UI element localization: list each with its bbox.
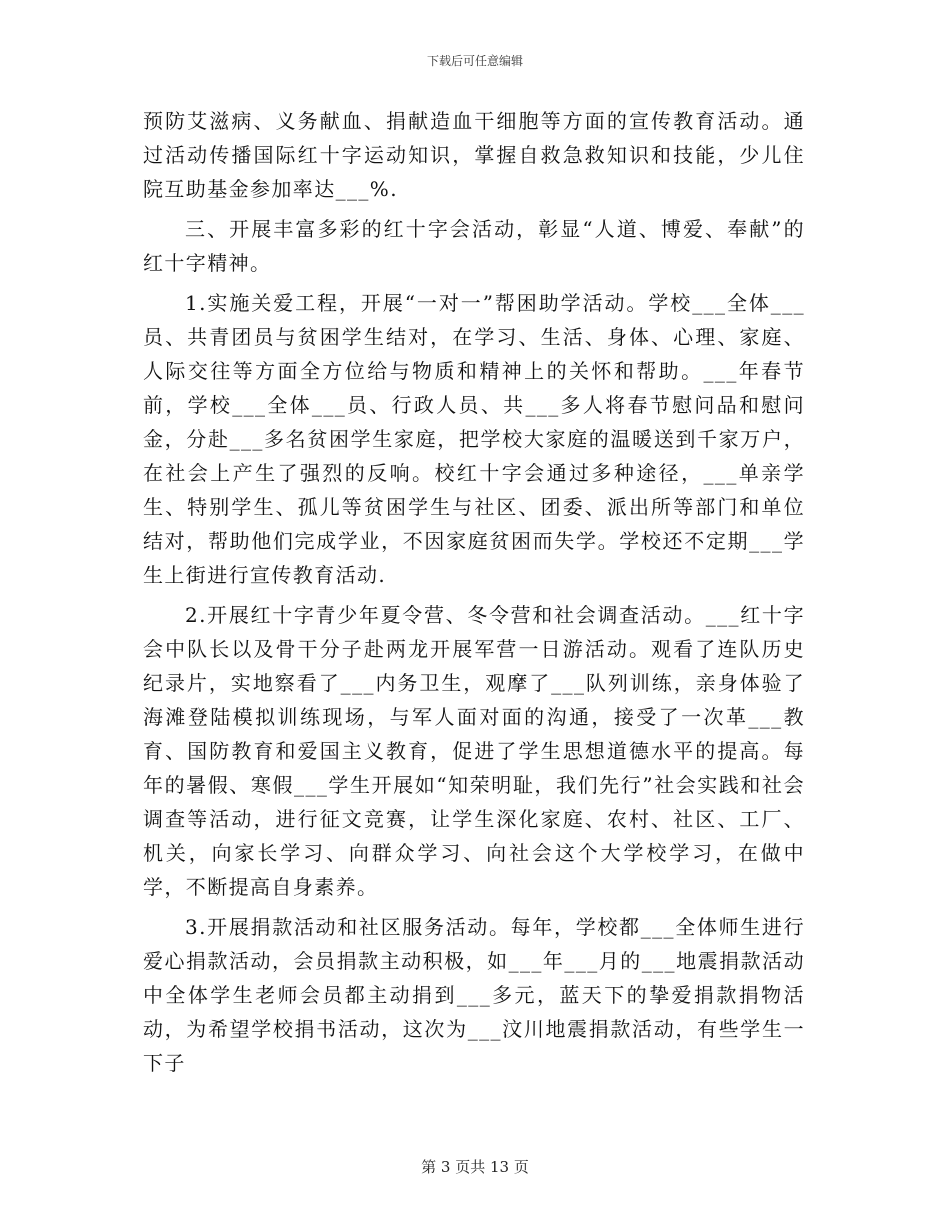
- document-body: [143, 104, 805, 1080]
- paragraph-item-2: 2.开展红十字青少年夏令营、冬令营和社会调查活动。___红十字会中队长以及骨干分子赴两龙开展军营一日游活动。观看了连队历史纪录片，实地察看了___内务卫生，观摩了___队列训练，亲身体验了海滩登陆模拟训练现场，与军人面对面的沟通，接受了一次革___教育、国防教育和爱国主义教育，促进了学生思想道德水平的提高。每年的暑假、寒假___学生开展如“知荣明耻，我们先行”社会实践和社会调查等活动，进行征文竞赛，让学生深化家庭、农村、社区、工厂、机关，向家长学习、向群众学习、向社会这个大学校学习，在做中学，不断提高自身素养。: [143, 603, 805, 899]
- paragraph-item-3: 3.开展捐款活动和社区服务活动。每年，学校都___全体师生进行爱心捐款活动，会员捐款主动积极，如___年___月的___地震捐款活动中全体学生老师会员都主动捐到___多元，蓝天下的挚爱捐款捐物活动，为希望学校捐书活动，这次为___汶川地震捐款活动，有些学生一下子: [143, 915, 805, 1075]
- page-header: 下载后可任意编辑: [426, 54, 523, 68]
- paragraph-item-1: 1.实施关爱工程，开展“一对一”帮困助学活动。学校___全体___员、共青团员与贫困学生结对，在学习、生活、身体、心理、家庭、人际交往等方面全方位给与物质和精神上的关怀和帮助。___年春节前，学校___全体___员、行政人员、共___多人将春节慰问品和慰问金，分赴___多名贫困学生家庭，把学校大家庭的温暖送到千家万户，在社会上产生了强烈的反响。校红十字会通过多种途径，___单亲学生、特别学生、孤儿等贫困学生与社区、团委、派出所等部门和单位结对，帮助他们完成学业，不因家庭贫困而失学。学校还不定期___学生上街进行宣传教育活动.: [143, 291, 805, 587]
- paragraph-section-three: 三、开展丰富多彩的红十字会活动，彰显“人道、博爱、奉献”的红十字精神。: [143, 217, 805, 275]
- paragraph-continuation: 预防艾滋病、义务献血、捐献造血干细胞等方面的宣传教育活动。通过活动传播国际红十字运动知识，掌握自救急救知识和技能，少儿住院互助基金参加率达___%.: [143, 109, 805, 201]
- page-number: 第 3 页共 13 页: [421, 1158, 529, 1176]
